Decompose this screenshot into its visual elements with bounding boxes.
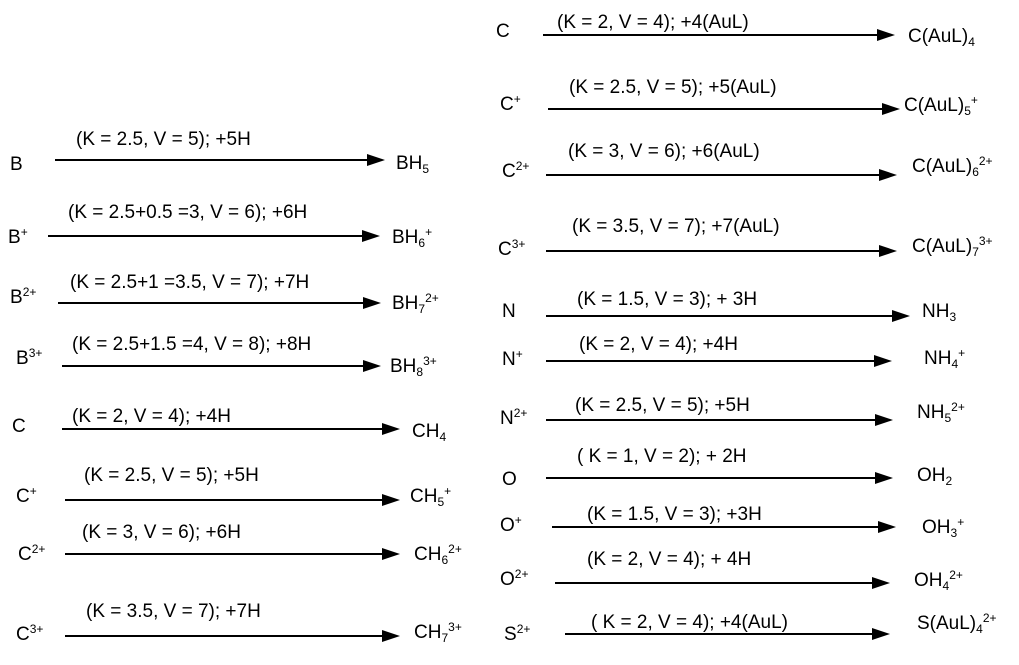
product-label	[396, 153, 430, 176]
reactant-label	[18, 542, 46, 565]
arrow-head-icon	[875, 472, 893, 484]
reaction-arrow	[62, 360, 381, 372]
product-label	[410, 484, 452, 509]
reactant-charge: 2+	[31, 542, 46, 556]
product-subscript: 5	[437, 495, 445, 509]
reactant-charge: +	[515, 347, 523, 361]
product-subscript: 6	[418, 236, 426, 250]
arrow-shaft	[565, 633, 876, 635]
arrow-shaft	[552, 526, 882, 528]
reactant-symbol: O	[500, 569, 515, 590]
product-formula: S(AuL)	[917, 613, 977, 634]
reaction-arrow	[552, 521, 896, 533]
product-label	[922, 515, 965, 540]
arrow-head-icon	[362, 230, 380, 242]
product-subscript: 4	[968, 35, 975, 49]
reactant-symbol: N	[502, 349, 516, 370]
reaction-arrow	[565, 628, 890, 640]
reaction-arrow	[65, 494, 400, 506]
reactant-symbol: C	[18, 544, 32, 565]
arrow-head-icon	[892, 310, 910, 322]
reactant-charge: 2+	[513, 406, 528, 420]
product-label	[924, 346, 966, 371]
product-subscript: 4	[439, 430, 447, 444]
reactant-label	[500, 513, 522, 536]
product-subscript: 5	[944, 411, 952, 425]
product-subscript: 4	[951, 357, 959, 371]
reaction-condition: (K = 2, V = 4); +4H	[579, 334, 738, 355]
product-charge: 3+	[423, 354, 437, 368]
reaction-condition: (K = 2.5, V = 5); +5H	[575, 395, 750, 416]
arrow-head-icon	[874, 355, 892, 367]
product-formula: OH	[914, 570, 943, 591]
product-subscript: 7	[418, 302, 426, 316]
arrow-head-icon	[872, 628, 890, 640]
product-label	[922, 301, 957, 324]
reaction-arrow	[555, 577, 890, 589]
reaction-condition: (K = 2, V = 4); + 4H	[587, 549, 752, 570]
reaction-arrow	[546, 472, 893, 484]
product-label	[917, 465, 953, 488]
product-label	[412, 421, 447, 444]
reactant-label	[500, 92, 521, 115]
reactant-label	[498, 237, 526, 260]
reactant-charge: 2+	[515, 159, 530, 173]
reactant-symbol: O	[500, 515, 515, 536]
reactant-symbol: S	[504, 624, 517, 645]
arrow-shaft	[55, 159, 371, 161]
reactant-symbol: C	[496, 21, 510, 42]
product-label	[912, 234, 993, 259]
reactant-charge: 2+	[514, 567, 529, 581]
reaction-arrow	[65, 630, 400, 642]
product-charge: +	[957, 515, 965, 529]
product-subscript: 4	[976, 622, 983, 636]
reaction-arrow	[546, 414, 893, 426]
product-formula: BH	[392, 293, 419, 314]
reactant-label	[12, 417, 26, 436]
product-label	[390, 354, 437, 379]
reaction-condition: (K = 2.5+1.5 =4, V = 8); +8H	[72, 334, 312, 355]
reaction-arrow	[48, 230, 380, 242]
arrow-shaft	[555, 582, 876, 584]
product-label	[392, 291, 439, 316]
reactant-label	[502, 159, 530, 182]
reaction-condition: ( K = 1, V = 2); + 2H	[577, 446, 747, 467]
product-charge: 2+	[951, 400, 965, 414]
product-subscript: 3	[950, 526, 958, 540]
product-subscript: 3	[949, 310, 957, 324]
reactant-charge: 3+	[511, 237, 526, 251]
product-formula: BH	[396, 153, 423, 174]
reactant-symbol: C	[12, 416, 26, 437]
product-label	[917, 611, 997, 636]
arrow-head-icon	[382, 548, 400, 560]
product-label	[414, 542, 462, 567]
reactant-symbol: B	[10, 154, 23, 175]
reactant-charge: +	[514, 513, 522, 527]
arrow-shaft	[65, 553, 386, 555]
product-charge: 2+	[949, 568, 963, 582]
reaction-condition: (K = 2.5+1 =3.5, V = 7); +7H	[70, 272, 310, 293]
product-formula: C(AuL)	[912, 156, 973, 177]
reaction-condition: (K = 1.5, V = 3); +3H	[587, 504, 762, 525]
reaction-condition: (K = 2.5, V = 5); +5H	[76, 129, 251, 150]
arrow-shaft	[543, 34, 881, 36]
reactant-symbol: B	[16, 348, 29, 369]
product-formula: NH	[917, 402, 945, 423]
product-formula: OH	[922, 517, 951, 538]
reaction-arrow	[543, 29, 895, 41]
product-label	[414, 620, 462, 645]
reactant-label	[504, 622, 531, 645]
product-formula: CH	[414, 622, 442, 643]
arrow-shaft	[546, 419, 879, 421]
arrow-head-icon	[877, 29, 895, 41]
reaction-condition: ( K = 2, V = 4); +4(AuL)	[591, 612, 788, 633]
product-charge: +	[425, 225, 433, 239]
reactant-symbol: C	[498, 239, 512, 260]
reactant-label	[8, 225, 28, 248]
reaction-condition: (K = 3, V = 6); +6H	[82, 522, 241, 543]
product-subscript: 7	[441, 631, 449, 645]
product-formula: BH	[390, 356, 417, 377]
arrow-head-icon	[367, 154, 385, 166]
product-charge: 2+	[448, 542, 462, 556]
arrow-shaft	[62, 365, 367, 367]
reactant-symbol: C	[16, 624, 30, 645]
arrow-head-icon	[363, 360, 381, 372]
product-formula: CH	[412, 421, 440, 442]
reactant-symbol: B	[10, 287, 23, 308]
reaction-arrow	[55, 154, 385, 166]
product-formula: BH	[392, 227, 419, 248]
reactant-label	[10, 285, 37, 308]
reactant-charge: +	[513, 92, 521, 106]
product-label	[392, 225, 433, 250]
product-formula: C(AuL)	[904, 95, 965, 116]
product-formula: OH	[917, 465, 946, 486]
arrow-head-icon	[382, 630, 400, 642]
reaction-condition: (K = 2, V = 4); +4H	[72, 406, 231, 427]
reactant-label	[502, 470, 517, 489]
product-formula: C(AuL)	[912, 236, 973, 257]
reactant-label	[496, 22, 510, 41]
arrow-shaft	[62, 428, 386, 430]
reactant-label	[16, 622, 44, 645]
arrow-shaft	[546, 360, 878, 362]
product-subscript: 5	[422, 162, 430, 176]
arrow-head-icon	[382, 494, 400, 506]
product-subscript: 5	[964, 104, 971, 118]
product-charge: 3+	[978, 234, 993, 248]
reactant-charge: 2+	[516, 622, 531, 636]
reactant-symbol: O	[502, 469, 517, 490]
reactant-symbol: B	[8, 227, 21, 248]
reactant-label	[16, 346, 43, 369]
reaction-condition: (K = 2.5+0.5 =3, V = 6); +6H	[68, 202, 308, 223]
product-charge: 2+	[425, 291, 439, 305]
arrow-head-icon	[878, 521, 896, 533]
product-label	[912, 154, 993, 179]
reactant-symbol: C	[16, 486, 30, 507]
product-formula: C(AuL)	[908, 26, 969, 47]
product-formula: CH	[414, 544, 442, 565]
product-label	[914, 568, 963, 593]
arrow-head-icon	[382, 423, 400, 435]
reaction-condition: (K = 1.5, V = 3); + 3H	[577, 289, 758, 310]
arrow-head-icon	[363, 297, 381, 309]
reactant-symbol: C	[502, 161, 516, 182]
product-formula: NH	[922, 301, 950, 322]
reactant-charge: 3+	[28, 346, 43, 360]
arrow-shaft	[546, 477, 879, 479]
reaction-arrow	[62, 423, 400, 435]
reactant-label	[500, 406, 528, 429]
arrow-head-icon	[882, 103, 900, 115]
reaction-arrow	[546, 245, 897, 257]
arrow-head-icon	[879, 169, 897, 181]
product-subscript: 7	[972, 245, 979, 259]
reactant-label	[500, 567, 529, 590]
reaction-arrow	[548, 103, 900, 115]
reaction-condition: (K = 2, V = 4); +4(AuL)	[557, 12, 749, 33]
product-subscript: 6	[441, 553, 449, 567]
product-formula: NH	[924, 348, 952, 369]
product-label	[908, 26, 975, 49]
reactant-label	[16, 484, 37, 507]
reactant-label	[10, 155, 23, 174]
arrow-shaft	[546, 250, 883, 252]
arrow-head-icon	[872, 577, 890, 589]
reactant-symbol: N	[502, 301, 516, 322]
product-charge: 2+	[982, 611, 997, 625]
reaction-condition: (K = 2.5, V = 5); +5H	[84, 465, 259, 486]
product-subscript: 8	[416, 365, 424, 379]
arrow-shaft	[546, 315, 896, 317]
reactant-charge: +	[29, 484, 37, 498]
reaction-condition: (K = 2.5, V = 5); +5(AuL)	[569, 77, 777, 98]
product-formula: CH	[410, 486, 438, 507]
reactant-charge: 2+	[22, 285, 37, 299]
arrow-shaft	[548, 108, 886, 110]
product-charge: +	[444, 484, 452, 498]
reaction-condition: (K = 3, V = 6); +6(AuL)	[568, 141, 760, 162]
product-label	[904, 93, 978, 118]
product-subscript: 4	[942, 579, 950, 593]
product-subscript: 6	[972, 165, 979, 179]
product-charge: +	[970, 93, 978, 107]
product-charge: +	[958, 346, 966, 360]
arrow-shaft	[546, 174, 883, 176]
arrow-shaft	[65, 499, 386, 501]
reactant-symbol: C	[500, 94, 514, 115]
reaction-arrow	[546, 310, 910, 322]
reactant-symbol: N	[500, 408, 514, 429]
reaction-condition: (K = 3.5, V = 7); +7(AuL)	[572, 216, 780, 237]
reaction-arrow	[65, 548, 400, 560]
reactant-charge: 3+	[29, 622, 44, 636]
reaction-arrow	[58, 297, 381, 309]
reactant-label	[502, 347, 523, 370]
reaction-arrow	[546, 169, 897, 181]
arrow-shaft	[58, 302, 367, 304]
product-label	[917, 400, 965, 425]
arrow-head-icon	[879, 245, 897, 257]
arrow-shaft	[48, 235, 366, 237]
arrow-shaft	[65, 635, 386, 637]
reaction-arrow	[546, 355, 892, 367]
product-charge: 3+	[448, 620, 462, 634]
reactant-charge: +	[20, 225, 28, 239]
product-subscript: 2	[945, 474, 953, 488]
reactant-label	[502, 302, 516, 321]
arrow-head-icon	[875, 414, 893, 426]
reaction-condition: (K = 3.5, V = 7); +7H	[86, 601, 261, 622]
product-charge: 2+	[978, 154, 993, 168]
